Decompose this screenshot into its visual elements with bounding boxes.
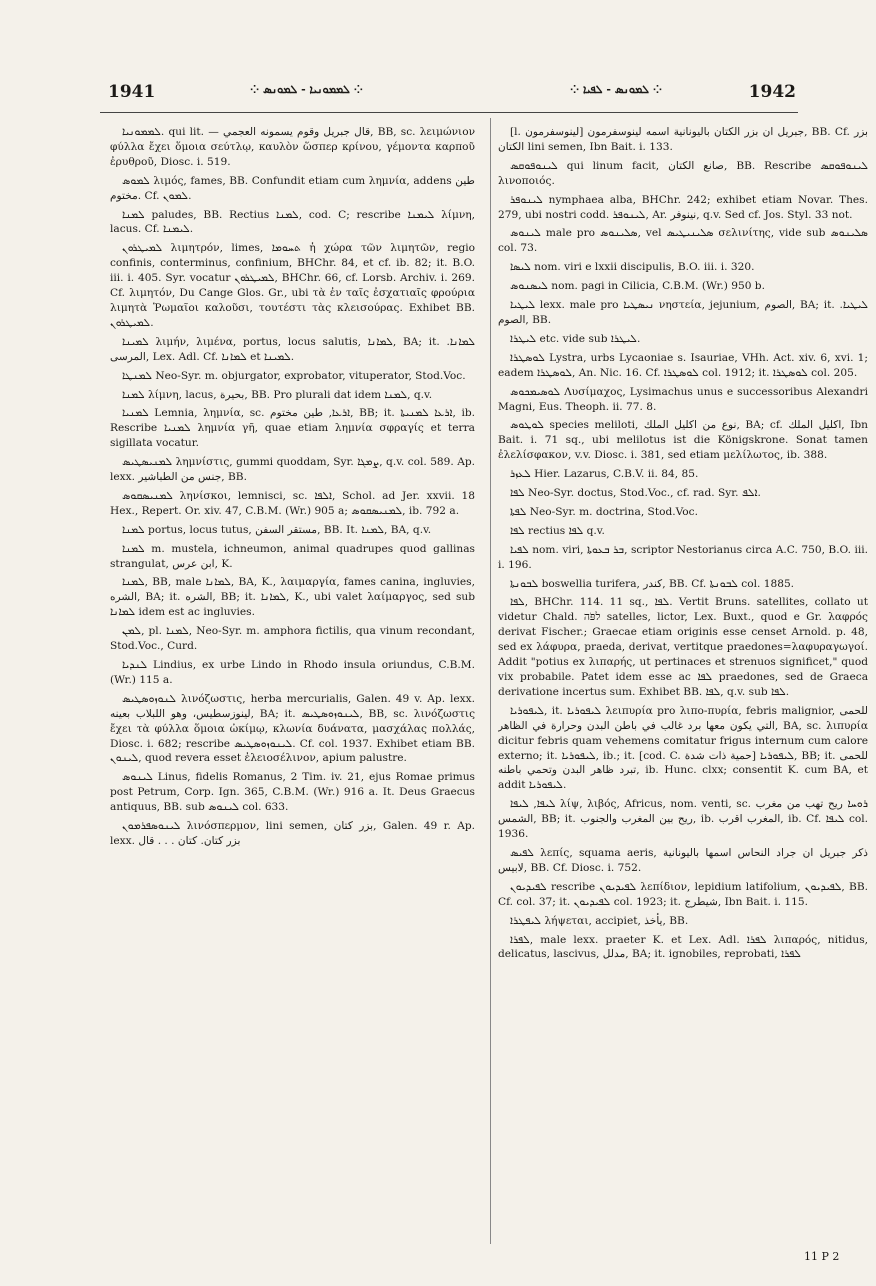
dictionary-entry: ܠܝܣܢܘܣ nom. pagi in Cilicia, C.B.M. (Wr.) 950 b.	[510, 280, 765, 293]
dictionary-entry: ܠܡܢܐ portus, locus tutus, مستقر السفن, BB. It. ܠܡܢܐ, BA, q.v.	[122, 523, 432, 536]
dictionary-entry: ܠܝܦܐ, ܠܝܦܐ λίψ, λιβός, Africus, nom. venti, sc. ܪܘܚܐ ريح تهب من مغرب الشمس, BB; it. ريح بين المغرب والجنوب, ib. المغرب اقرب, ib. Cf. ܠܝܦܐ col. 1936.	[498, 798, 868, 841]
dictionary-entry: ܠܢܕܝܐ Lindius, ex urbe Lindo in Rhodo insula oriundus, C.B.M. (Wr.) 115 a.	[110, 659, 475, 686]
dictionary-entry: ܠܦܝܣ λεπίς, squama aeris, ذكر جبريل ان جراد النحاس اسمها باليونانية لابيس, BB. Cf. Diosc. i. 752.	[498, 846, 868, 874]
dictionary-entry: ܠܡܢܛܐ Neo-Syr. m. objurgator, exprobator, vituperator, Stod.Voc.	[122, 369, 466, 382]
dictionary-entry: ܠܡܢ, pl. ܠܡܢܐ, Neo-Syr. m. amphora fictilis, qua vinum recondant, Stod.Voc., Curd.	[110, 625, 475, 653]
dictionary-entry: ܠܢܘܙܘܣܛܝܣ λινόζωστις, herba mercurialis, Galen. 49 v. Ap. lexx. لينوزسطيس، وهو اللبلاب بعينه, BA; it. ܠܝܢܘܙܘܣܛܝܣ, BB, sc. λινόζωστις ἔχει τὰ φύλλα ὅμοια ὠκίμῳ, κλωνία δυάνατα, μασχάλας πολλάς, Diosc. i. 682; rescribe ܠܝܢܘܙܘܣܛܝܣ. Cf. col. 1937. Exhibet etiam BB. ܠܝܢܘܢ, quod revera esset ἐλειοσέλινον, apium palustre.	[110, 692, 475, 765]
dictionary-entry: ܠܘܣܛܪܐ Lystra, urbs Lycaoniae s. Isauriae, VHh. Act. xiv. 6, xvi. 1; eadem ܠܘܣܛܪܐ, An. Nic. 16. Cf. ܠܘܣܛܪܐ col. 1912; it. ܠܘܣܛܪܐ col. 205.	[498, 351, 868, 379]
dictionary-entry: [l. جبريل ان بزر الكتان باليونانية اسمه لينوسفرمون [لينوسفرمون, BB. Cf. بزر الكتان lini semen, Ibn Bait. i. 133.	[498, 126, 868, 153]
dictionary-entry: ܠܦܝܐ nom. viri, ܒܪ ܒܥܘܬܐ, scriptor Nestorianus circa A.C. 750, B.O. iii. i. 196.	[498, 543, 868, 571]
dictionary-entry: ܠܡܡܘܢܝܐ. qui lit. — قال جبريل وقوم يسمونه العجمي, BB, sc. λειμώνιον φύλλα ἔχει ὅμοια σεύτλῳ, καυλὸν ὥσπερ κρίνου, γέμοντα καρποῦ ἐρυθροῦ, Diosc. i. 519.	[110, 126, 475, 168]
dictionary-entry: ܠܝܛܪܐ etc. vide sub ܠܝܛܪܐ.	[510, 332, 641, 345]
header-rule	[100, 112, 798, 113]
right-column	[498, 125, 868, 1215]
dictionary-entry: ܠܦܐ, BHChr. 114. 11 sq., ܠܦܐ. Vertit Bruns. satellites, collato ut videtur Chald. לפֹּה satelles, lictor, Lex. Buxt., quod e Gr. λαφρός derivat Fischer.; Graecae etiam originis esse censet Arnold. p. 48, sed ex λάφυρα, praeda, derivat, vertitque praedones=λαφυραγωγοί. Addit "potius ex λιπαρής, ut pertinaces et strenuos significet," quod vix probabile. Patet idem esse ac ܠܦܐ praedones, sed de Graeca derivatione incertus sum. Exhibet BB. ܠܦܐ, q.v. sub ܠܦܐ.	[498, 596, 868, 698]
dictionary-entry: ܠܘܣܝܡܟܘܣ Λυσίμαχος, Lysimachus unus e successoribus Alexandri Magni, Eus. Theoph. ii. 77. 8.	[498, 385, 868, 413]
dictionary-entry: ܠܦܝܕܝܘܢ rescribe ܠܦܝܕܝܘܢ λεπίδιον, lepidium latifolium, ܠܦܝܕܝܘܢ, BB. Cf. col. 37; it. ܠܦܝܕܝܘܢ col. 1923; it. شيطرج, Ibn Bait. i. 115.	[498, 880, 868, 908]
dictionary-entry: ܠܡܢܐ λίμνη, lacus, بحيرة, BB. Pro plurali dat idem ܠܡܢܐ, q.v.	[122, 388, 433, 401]
dictionary-entry: ܠܡܢܝܣܩܘܣ ληνίσκοι, lemnisci, sc. ܐܠܦܐ, Schol. ad Jer. xxvii. 18 Hex., Repert. Or. xiv. 47, C.B.M. (Wr.) 905 a; ܠܡܢܝܣܩܘܣ, ib. 792 a.	[110, 489, 475, 517]
dictionary-entry: ܠܡܝܛܪܘܢ λιμητρόν, limes, ܬܚܘܡܐ ἡ χώρα τῶν λιμητῶν, regio confinis, conterminus, confinium, BHChr. 84, et cf. ib. 82; it. B.O. iii. i. 405. Syr. vocatur ܠܡܝܛܪܘܢ, BHChr. 66, cf. Lorsb. Archiv. i. 269. Cf. λιμητόν, Du Cange Glos. Gr., ubi τὰ ἐν ταῖς ἐσχατιαῖς φρούρια λιμητὰ Ῥωμαῖοι καλοῦσι, τουτέστι τὰς κλεισούρας. Exhibet BB. ܠܡܝܛܪܘܢ.	[110, 242, 475, 329]
left-column	[110, 125, 475, 1215]
dictionary-entry: ܠܡܢܐ paludes, BB. Rectius ܠܡܢܐ, cod. C; rescribe ܠܝܡܢܐ λίμνη, lacus. Cf. ܠܝܡܢܐ.	[110, 208, 475, 236]
dictionary-entry: ܠܘܛܘܣ species meliloti, نوع من اكليل الملك, BA; cf. اكليل الملك, Ibn Bait. i. 71 sq., ubi melilotus ist die Königskrone. Sonat tamen ἐλελίσφακον, v.v. Diosc. i. 381, sed etiam μελίλωτος, ib. 388.	[498, 419, 868, 462]
dictionary-entry: ܠܦܐ rectius ܠܦܐ q.v.	[510, 524, 605, 537]
dictionary-entry: ܠܡܢܐ, BB, male ܠܡܐܢܐ, BA, K., λαιμαργία, fames canina, ingluvies, الشره, BA; it. الشره, BB; it. ܠܡܐܢܐ, K., ubi valet λαίμαργος, sed sub ܠܡܐܢܐ idem est ac ingluvies.	[110, 576, 475, 619]
dictionary-entry: ܠܦܪܐ, male lexx. praeter K. et Lex. Adl. ܠܦܪܐ λιπαρός, nitidus, delicatus, lascivus, مدلل, BA; it. ignobiles, reprobati, ܠܦܪܐ	[498, 933, 868, 961]
dictionary-entry: ܠܝܢܘܣ Linus, fidelis Romanus, 2 Tim. iv. 21, ejus Romae primus post Petrum, Corp. Ign. 365, C.B.M. (Wr.) 916 a. It. Deus Graecus antiquus, BB. sub ܠܝܢܘܣ col. 633.	[110, 771, 475, 814]
dictionary-entry: ܠܡܢܝܐ Lemnia, λημνία, sc. ܐܪܥܐ, طين مختوم, BB; it. ܐܪܥܐ ܠܡܢܝܬܐ, ib. Rescribe ܠܡܢܝܐ λημνία γῆ, quae etiam λημνία σφραγίς et terra sigillata vocatur.	[110, 407, 475, 450]
dictionary-entry: ܠܡܝܢܐ λιμήν, λιμένα, portus, locus salutis, ܠܡܐܢܐ, BA; it. ܠܡܐܢܐ. المرسى, Lex. Adl. Cf. ܠܡܐܢܐ et ܠܡܝܢܐ.	[110, 335, 475, 363]
dictionary-entry: ܠܝܛܝܐ lexx. male pro ܢܝܣܛܝܐ νηστεία, jejunium, الصوم, BA; it. ܠܝܛܝܐ. الصوم, BB.	[498, 299, 868, 326]
left-running-title: ⁘ ܠܡܡܘܢܝܐ - ܠܡܘܢܣ ⁘	[250, 83, 363, 96]
dictionary-entry: ܠܒܘܢܬܐ boswellia turifera, كندر, BB. Cf. ܠܒܘܢܬܐ col. 1885.	[510, 577, 795, 590]
dictionary-entry: ܠܡܘܣ λιμός, fames, BB. Confundit etiam cum λημνία, addens طين مختوم. Cf. ܠܡܘܢ.	[110, 174, 475, 202]
page-header	[100, 82, 798, 112]
dictionary-entry: ܠܝܢܘܦܪ nymphaea alba, BHChr. 242; exhibet etiam Novar. Thes. 279, ubi nostri codd. ܠܝܢܘܦܪ, Ar. نينوفر, q.v. Sed cf. Jos. Styl. 33 not.	[498, 193, 868, 221]
dictionary-entry: ܠܝܦܛܪܐ λήψεται, accipiet, يأخذ, BB.	[510, 914, 689, 927]
dictionary-entry: ܠܝܢܘܦܘܩܣ qui linum facit, صانع الكتان, BB. Rescribe ܠܝܢܘܦܘܩܣ λινοποιός.	[498, 159, 868, 187]
printer-signature: 11 P 2	[804, 1250, 840, 1263]
dictionary-entry: ܠܡܢܐ m. mustela, ichneumon, animal quadrupes quod gallinas strangulat, ابن عرس, K.	[110, 542, 475, 570]
right-running-title: ⁘ ܠܡܘܢܣ - ܠܦܝܐ ⁘	[570, 83, 663, 96]
dictionary-entry: ܠܝܢܘܣ male pro ܣܠܝܢܘܣ, vel ܣܠܝܢܝܛܝܣ σελινίτης, vide sub ܣܠܝܢܘܣ col. 73.	[498, 227, 868, 255]
left-column-number: 1941	[108, 82, 156, 102]
dictionary-entry: ܠܥܙܪ Hier. Lazarus, C.B.V. ii. 84, 85.	[510, 468, 699, 481]
dictionary-entry: ܠܦܬܐ Neo-Syr. m. doctrina, Stod.Voc.	[510, 505, 698, 518]
right-column-number: 1942	[748, 82, 796, 102]
dictionary-entry: ܠܦܐ Neo-Syr. doctus, Stod.Voc., cf. rad. Syr. ܐܠܦ.	[510, 487, 761, 500]
dictionary-entry: ܠܡܢܝܣܛܝܣ λημνίστις, gummi quoddam, Syr. ܨܡܓܐ, q.v. col. 589. Ap. lexx. جنس من الطباشير, BB.	[110, 456, 475, 484]
dictionary-entry: ܠܝܣܐ nom. viri e lxxii discipulis, B.O. iii. i. 320.	[510, 261, 755, 274]
dictionary-entry: ܠܝܢܘܣܦܪܡܘܢ λινόσπερμον, lini semen, بزر كتان, Galen. 49 r. Ap. lexx. بزر كتان. كتان . . . قال	[110, 820, 475, 847]
dictionary-entry: ܠܝܦܘܪܝܐ, it. ܠܝܦܘܪܝܐ λειπυρία pro λιπο-πυρία, febris malignior, للحمى التي يكون معها برد غالب في باطن البدن وحرارة في الظاهر, BA, sc. λιπυρία dicitur febris quam vehemens comitatur frigus internum cum calore externo; it. ܠܝܦܘܪܝܐ, ib.; it. [cod. C. حمية ذات شدة] ܠܝܦܘܪܝܐ, BB; it. للحمى تبرد ظاهر البدن وتحمي باطنه, ib. Hunc. clxx; consentit K. cum BA, et addit ܠܝܦܘܪܝܐ.	[498, 704, 868, 792]
column-divider	[490, 118, 491, 1244]
